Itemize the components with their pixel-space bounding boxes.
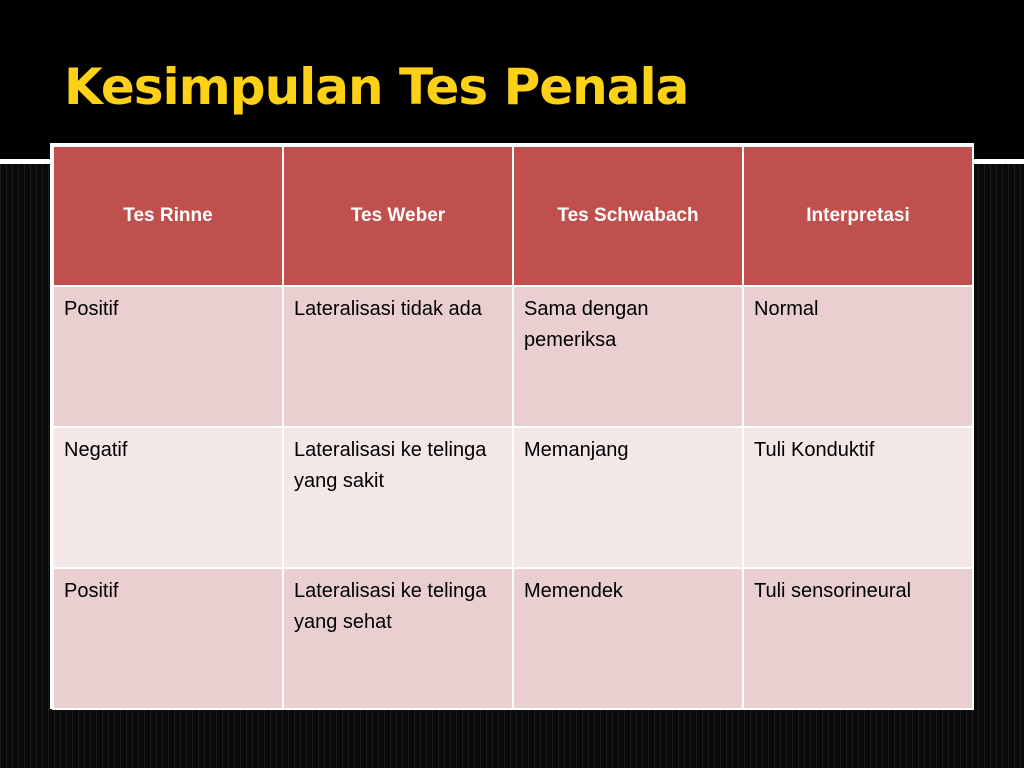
header-cell-tes-weber: Tes Weber — [283, 146, 513, 286]
cell-tes-schwabach: Memanjang — [513, 427, 743, 568]
table-frame — [50, 143, 974, 709]
header-cell-interpretasi: Interpretasi — [743, 146, 973, 286]
table-header-row — [53, 146, 973, 286]
cell-tes-rinne: Positif — [53, 286, 283, 427]
cell-tes-schwabach: Memendek — [513, 568, 743, 709]
cell-interpretasi: Normal — [743, 286, 973, 427]
header-cell-tes-rinne: Tes Rinne — [53, 146, 283, 286]
results-table — [52, 145, 974, 710]
header-cell-tes-schwabach: Tes Schwabach — [513, 146, 743, 286]
cell-tes-schwabach: Sama dengan pemeriksa — [513, 286, 743, 427]
cell-tes-weber: Lateralisasi tidak ada — [283, 286, 513, 427]
cell-tes-weber: Lateralisasi ke telinga yang sakit — [283, 427, 513, 568]
table-row — [53, 286, 973, 427]
slide-title: Kesimpulan Tes Penala — [64, 58, 689, 116]
cell-tes-weber: Lateralisasi ke telinga yang sehat — [283, 568, 513, 709]
cell-interpretasi: Tuli sensorineural — [743, 568, 973, 709]
table-row — [53, 427, 973, 568]
cell-tes-rinne: Negatif — [53, 427, 283, 568]
cell-interpretasi: Tuli Konduktif — [743, 427, 973, 568]
cell-tes-rinne: Positif — [53, 568, 283, 709]
table-row — [53, 568, 973, 709]
